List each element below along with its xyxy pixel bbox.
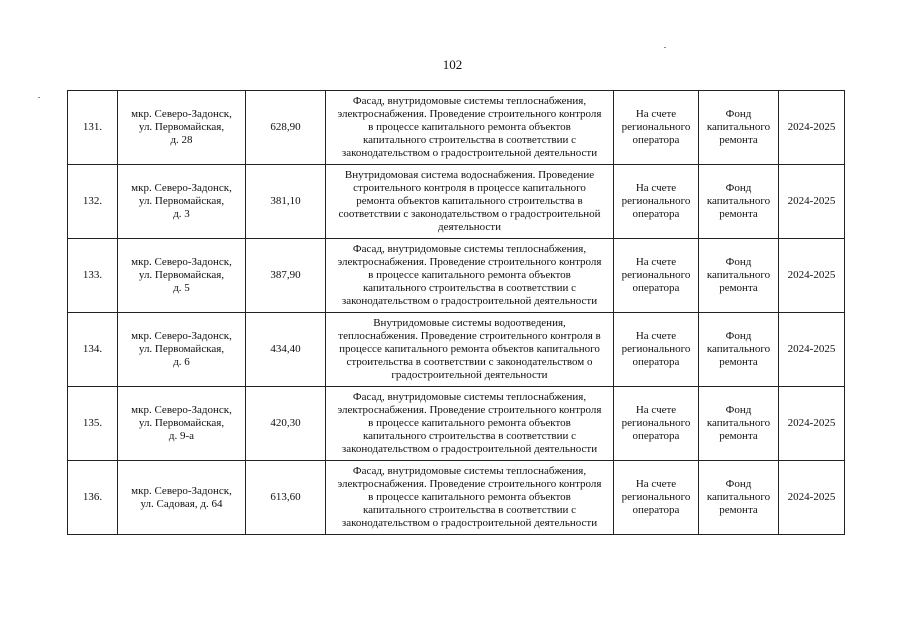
address-line: ул. Первомайская, (138, 343, 225, 355)
work-line: в процессе капитального ремонта объектов (368, 417, 571, 429)
work-line: электроснабжения. Проведение строительного контроля (337, 108, 602, 120)
work-description-cell (326, 387, 614, 461)
work-line: ремонта объектов капитального строительства в (356, 195, 583, 207)
work-line: капитального строительства в соответствии с (363, 504, 576, 516)
address-cell (118, 313, 246, 387)
area-cell: 381,10 (246, 165, 326, 239)
fund-cell (699, 91, 779, 165)
fund-line: капитального (706, 491, 771, 503)
fund-line: Фонд (725, 330, 752, 342)
account-line: На счете (635, 404, 677, 416)
work-line: в процессе капитального ремонта объектов (368, 121, 571, 133)
address-line: мкр. Северо-Задонск, (131, 484, 232, 497)
scan-speck (664, 47, 666, 48)
account-line: регионального (621, 491, 691, 503)
table-row (68, 313, 845, 387)
work-line: законодательством о градостроительной деятельности (341, 147, 598, 159)
work-line: электроснабжения. Проведение строительного контроля (337, 478, 602, 490)
work-line: градостроительной деятельности (391, 369, 548, 381)
fund-line: ремонта (719, 356, 758, 368)
work-line: в процессе капитального ремонта объектов (368, 269, 571, 281)
row-number: 134. (68, 313, 118, 387)
work-line: электроснабжения. Проведение строительного контроля (337, 404, 602, 416)
account-cell (614, 461, 699, 535)
fund-cell (699, 165, 779, 239)
work-description-cell (326, 313, 614, 387)
fund-line: капитального (706, 343, 771, 355)
table-row (68, 387, 845, 461)
table-body (68, 91, 845, 535)
work-line: законодательством о градостроительной деятельности (341, 443, 598, 455)
account-cell (614, 387, 699, 461)
work-description-cell (326, 91, 614, 165)
work-line: законодательством о градостроительной деятельности (341, 517, 598, 529)
fund-line: Фонд (725, 478, 752, 490)
page-number: 102 (442, 57, 463, 72)
work-line: капитального строительства в соответствии с (363, 430, 576, 442)
work-line: теплоснабжения. Проведение строительного контроля в (338, 330, 601, 342)
account-cell (614, 313, 699, 387)
account-cell (614, 165, 699, 239)
row-number: 133. (68, 239, 118, 313)
address-line: мкр. Северо-Задонск, (131, 404, 232, 416)
fund-line: Фонд (725, 256, 752, 268)
address-line: д. 28 (170, 134, 193, 146)
row-number: 135. (68, 387, 118, 461)
address-line: ул. Первомайская, (138, 121, 225, 133)
period-cell: 2024-2025 (779, 387, 845, 461)
work-line: Внутридомовые системы водоотведения, (373, 317, 566, 329)
address-line: мкр. Северо-Задонск, (131, 182, 232, 194)
fund-line: ремонта (719, 282, 758, 294)
address-line: мкр. Северо-Задонск, (131, 256, 232, 268)
account-cell (614, 91, 699, 165)
row-number: 131. (68, 91, 118, 165)
account-line: регионального (621, 417, 691, 429)
work-line: в процессе капитального ремонта объектов (368, 491, 571, 503)
account-cell (614, 239, 699, 313)
fund-cell (699, 313, 779, 387)
work-line: процессе капитального ремонта объектов капитального (339, 343, 600, 355)
account-line: оператора (632, 356, 680, 368)
address-cell (118, 165, 246, 239)
fund-line: капитального (706, 269, 771, 281)
account-line: регионального (621, 121, 691, 133)
period-cell: 2024-2025 (779, 239, 845, 313)
work-line: Фасад, внутридомовые системы теплоснабжения, (352, 465, 587, 477)
account-line: На счете (635, 182, 677, 194)
account-line: регионального (621, 195, 691, 207)
address-cell (118, 91, 246, 165)
account-line: На счете (635, 330, 677, 342)
area-cell: 628,90 (246, 91, 326, 165)
account-line: На счете (635, 108, 677, 120)
address-cell (118, 239, 246, 313)
row-number: 132. (68, 165, 118, 239)
work-description-cell (326, 461, 614, 535)
address-line: мкр. Северо-Задонск, (131, 108, 232, 120)
fund-line: капитального (706, 121, 771, 133)
table-row (68, 165, 845, 239)
account-line: оператора (632, 208, 680, 220)
area-cell: 613,60 (246, 461, 326, 535)
work-line: строительного контроля в процессе капитального (353, 182, 586, 194)
address-cell (118, 461, 246, 535)
fund-line: Фонд (725, 182, 752, 194)
row-number: 136. (68, 461, 118, 535)
fund-cell (699, 387, 779, 461)
address-cell (118, 387, 246, 461)
fund-line: ремонта (719, 430, 758, 442)
address-line: ул. Первомайская, (138, 195, 225, 207)
area-cell: 434,40 (246, 313, 326, 387)
table-row (68, 461, 845, 535)
fund-line: ремонта (719, 134, 758, 146)
work-line: законодательством о градостроительной деятельности (341, 295, 598, 307)
work-line: капитального строительства в соответствии с (363, 282, 576, 294)
repair-registry-table (67, 90, 845, 535)
fund-line: ремонта (719, 208, 758, 220)
period-cell: 2024-2025 (779, 313, 845, 387)
fund-line: Фонд (725, 404, 752, 416)
address-line: ул. Садовая, д. 64 (140, 497, 223, 510)
fund-cell (699, 461, 779, 535)
work-line: Фасад, внутридомовые системы теплоснабжения, (352, 391, 587, 403)
fund-line: Фонд (725, 108, 752, 120)
period-cell: 2024-2025 (779, 165, 845, 239)
work-description-cell (326, 239, 614, 313)
area-cell: 420,30 (246, 387, 326, 461)
period-cell: 2024-2025 (779, 91, 845, 165)
work-line: Внутридомовая система водоснабжения. Проведение (344, 169, 595, 181)
account-line: оператора (632, 430, 680, 442)
account-line: оператора (632, 134, 680, 146)
work-line: Фасад, внутридомовые системы теплоснабжения, (352, 243, 587, 255)
fund-line: ремонта (719, 504, 758, 516)
work-line: Фасад, внутридомовые системы теплоснабжения, (352, 95, 587, 107)
address-line: д. 3 (173, 208, 190, 220)
address-line: д. 6 (173, 356, 190, 368)
account-line: оператора (632, 504, 680, 516)
address-line: ул. Первомайская, (138, 269, 225, 281)
address-line: д. 5 (173, 282, 190, 294)
work-line: строительства в соответствии с законодательством о (346, 356, 593, 368)
account-line: оператора (632, 282, 680, 294)
table-row (68, 91, 845, 165)
work-line: деятельности (438, 221, 501, 233)
work-description-cell (326, 165, 614, 239)
address-line: ул. Первомайская, (138, 417, 225, 429)
fund-line: капитального (706, 195, 771, 207)
table-row (68, 239, 845, 313)
address-line: мкр. Северо-Задонск, (131, 330, 232, 342)
fund-cell (699, 239, 779, 313)
account-line: На счете (635, 478, 677, 490)
work-line: электроснабжения. Проведение строительного контроля (337, 256, 602, 268)
scan-speck (38, 97, 40, 98)
work-line: капитального строительства в соответствии с (363, 134, 576, 146)
area-cell: 387,90 (246, 239, 326, 313)
work-line: соответствии с законодательством о градостроительной (338, 208, 601, 220)
address-line: д. 9-а (168, 430, 195, 442)
fund-line: капитального (706, 417, 771, 429)
period-cell: 2024-2025 (779, 461, 845, 535)
account-line: регионального (621, 343, 691, 355)
account-line: На счете (635, 256, 677, 268)
account-line: регионального (621, 269, 691, 281)
